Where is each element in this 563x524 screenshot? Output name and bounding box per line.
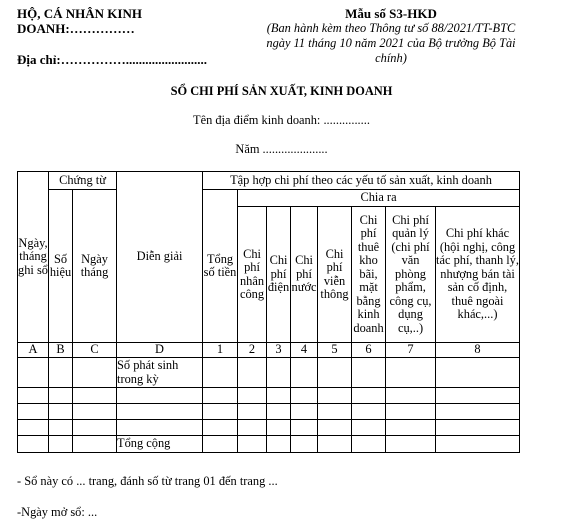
code-cell: 4 xyxy=(291,343,318,358)
table-cell[interactable] xyxy=(291,388,318,404)
table-cell[interactable] xyxy=(117,388,203,404)
issued-line-2: ngày 11 tháng 10 năm 2021 của Bộ trưởng Bộ Tài xyxy=(266,36,516,50)
table-cell[interactable] xyxy=(18,358,49,388)
table-cell[interactable] xyxy=(318,420,352,436)
header-labor-cost: Chi phí nhân công xyxy=(238,207,267,343)
table-row xyxy=(18,404,520,420)
business-name-line2: DOANH:…………… xyxy=(17,21,135,36)
header-power-cost: Chi phí điện xyxy=(267,207,291,343)
table-cell[interactable] xyxy=(238,436,267,453)
table-cell[interactable] xyxy=(238,388,267,404)
table-cell[interactable] xyxy=(267,436,291,453)
table-cell[interactable] xyxy=(386,436,436,453)
table-cell[interactable] xyxy=(238,404,267,420)
table-cell[interactable] xyxy=(117,404,203,420)
header-rent-cost: Chi phí thuê kho bãi, mặt bằng kinh doanh xyxy=(352,207,386,343)
table-cell[interactable] xyxy=(73,436,117,453)
table-cell[interactable] xyxy=(318,388,352,404)
header-cost-group: Tập hợp chi phí theo các yếu tố sản xuất, kinh doanh xyxy=(203,172,520,190)
table-cell[interactable] xyxy=(203,420,238,436)
table-cell[interactable] xyxy=(18,436,49,453)
table-cell[interactable] xyxy=(73,388,117,404)
header-water-cost: Chi phí nước xyxy=(291,207,318,343)
table-cell[interactable] xyxy=(352,388,386,404)
table-cell[interactable] xyxy=(49,436,73,453)
table-cell[interactable] xyxy=(203,358,238,388)
table-cell[interactable] xyxy=(352,436,386,453)
table-cell[interactable] xyxy=(436,388,520,404)
header-voucher-number: Số hiệu xyxy=(49,190,73,343)
table-cell[interactable] xyxy=(291,436,318,453)
table-cell[interactable] xyxy=(318,436,352,453)
table-cell[interactable] xyxy=(203,436,238,453)
table-cell[interactable] xyxy=(49,358,73,388)
table-cell[interactable] xyxy=(386,420,436,436)
table-cell[interactable] xyxy=(352,420,386,436)
table-cell[interactable] xyxy=(267,404,291,420)
table-cell[interactable] xyxy=(352,358,386,388)
header-other-cost: Chi phí khác (hội nghị, công tác phí, thanh lý, nhượng bán tài sản cố định, thuê ngoài khác,...) xyxy=(436,207,520,343)
issued-line-3: chính) xyxy=(375,51,407,65)
table-cell[interactable] xyxy=(49,388,73,404)
code-cell: C xyxy=(73,343,117,358)
table-cell[interactable] xyxy=(49,404,73,420)
table-cell[interactable] xyxy=(386,358,436,388)
business-name-line1: HỘ, CÁ NHÂN KINH xyxy=(17,6,142,21)
table-cell[interactable] xyxy=(117,420,203,436)
header-date-recorded: Ngày, tháng ghi sổ xyxy=(18,172,49,343)
table-cell[interactable] xyxy=(436,436,520,453)
table-cell[interactable] xyxy=(267,420,291,436)
code-cell: 8 xyxy=(436,343,520,358)
table-cell[interactable] xyxy=(386,404,436,420)
page-count-note: - Sổ này có ... trang, đánh số từ trang 01 đến trang ... xyxy=(17,474,278,488)
code-cell: 2 xyxy=(238,343,267,358)
open-date-note: -Ngày mở sổ: ... xyxy=(17,505,98,519)
business-name xyxy=(17,6,142,36)
table-row xyxy=(18,388,520,404)
row-label-total: Tổng cộng xyxy=(117,436,203,453)
header-description: Diễn giải xyxy=(117,172,203,343)
issued-line-1: (Ban hành kèm theo Thông tư số 88/2021/TT-BTC xyxy=(266,21,516,35)
table-cell[interactable] xyxy=(203,404,238,420)
table-cell[interactable] xyxy=(238,358,267,388)
header-total-amount: Tổng số tiền xyxy=(203,190,238,343)
table-cell[interactable] xyxy=(18,420,49,436)
business-location-line: Tên địa điểm kinh doanh: ............... xyxy=(193,113,370,127)
header-breakdown: Chia ra xyxy=(238,190,520,207)
business-address: Địa chỉ:……………......................... xyxy=(17,52,207,67)
header-voucher: Chứng từ xyxy=(49,172,117,190)
year-line: Năm ..................... xyxy=(235,142,328,156)
table-cell[interactable] xyxy=(291,358,318,388)
code-cell: 7 xyxy=(386,343,436,358)
table-cell[interactable] xyxy=(267,358,291,388)
header-voucher-date: Ngày tháng xyxy=(73,190,117,343)
code-cell: B xyxy=(49,343,73,358)
table-cell[interactable] xyxy=(203,388,238,404)
table-cell[interactable] xyxy=(386,388,436,404)
table-cell[interactable] xyxy=(18,388,49,404)
table-cell[interactable] xyxy=(291,404,318,420)
cost-ledger-table xyxy=(17,171,520,453)
table-cell[interactable] xyxy=(318,404,352,420)
code-cell: 6 xyxy=(352,343,386,358)
code-cell: A xyxy=(18,343,49,358)
table-cell[interactable] xyxy=(73,420,117,436)
code-cell: 3 xyxy=(267,343,291,358)
table-cell[interactable] xyxy=(436,358,520,388)
header-admin-cost: Chi phí quản lý (chi phí văn phòng phẩm, công cụ, dụng cụ,..) xyxy=(386,207,436,343)
form-number: Mẫu số S3-HKD xyxy=(345,6,437,21)
form-reference xyxy=(246,6,536,66)
code-cell: 5 xyxy=(318,343,352,358)
table-cell[interactable] xyxy=(436,404,520,420)
table-row xyxy=(18,420,520,436)
table-cell[interactable] xyxy=(291,420,318,436)
table-cell[interactable] xyxy=(267,388,291,404)
code-cell: 1 xyxy=(203,343,238,358)
document-title: SỔ CHI PHÍ SẢN XUẤT, KINH DOANH xyxy=(170,84,393,98)
table-cell[interactable] xyxy=(436,420,520,436)
table-cell[interactable] xyxy=(49,420,73,436)
header-telecom-cost: Chi phí viễn thông xyxy=(318,207,352,343)
table-cell[interactable] xyxy=(18,404,49,420)
table-cell[interactable] xyxy=(318,358,352,388)
table-cell[interactable] xyxy=(73,358,117,388)
table-cell[interactable] xyxy=(73,404,117,420)
code-cell: D xyxy=(117,343,203,358)
table-cell[interactable] xyxy=(238,420,267,436)
table-cell[interactable] xyxy=(352,404,386,420)
row-label-arising: Số phát sinh trong kỳ xyxy=(117,358,203,388)
